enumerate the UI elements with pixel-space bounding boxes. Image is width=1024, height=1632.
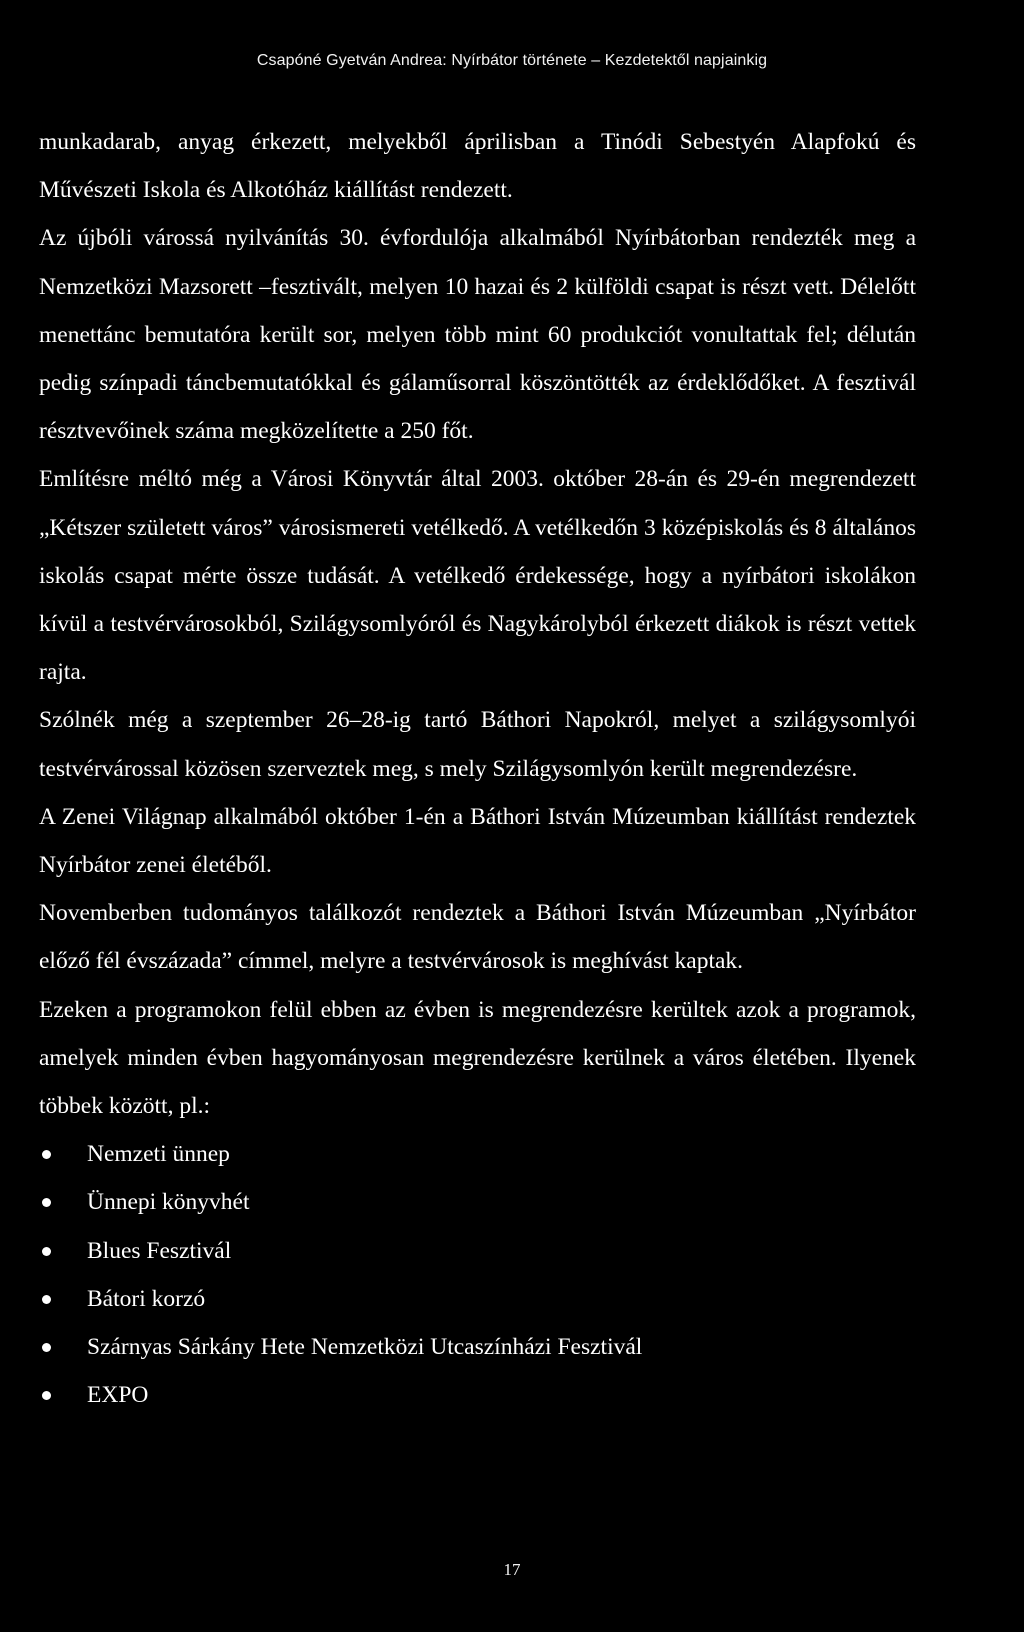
list-item-label: Szárnyas Sárkány Hete Nemzetközi Utcaszínházi Fesztivál (87, 1334, 643, 1361)
body-text (39, 118, 916, 1419)
list-item-label: EXPO (87, 1382, 149, 1409)
list-item (39, 1227, 916, 1275)
running-header: Csapóné Gyetván Andrea: Nyírbátor története – Kezdetektől napjainkig (256, 52, 768, 69)
bullet-icon (42, 1247, 51, 1256)
list-item-label: Bátori korzó (87, 1285, 206, 1312)
bullet-icon (42, 1391, 51, 1400)
list-item (39, 1323, 916, 1371)
paragraph: Ezeken a programokon felül ebben az évben is megrendezésre kerültek azok a programok, amelyek minden évben hagyományosan megrendezésre kerülnek a város életében. Ilyenek többek között, pl.: (39, 996, 916, 1120)
program-list (39, 1130, 916, 1419)
list-item-label: Ünnepi könyvhét (87, 1189, 250, 1216)
list-item-label: Nemzeti ünnep (87, 1141, 230, 1168)
bullet-icon (42, 1343, 51, 1352)
paragraph: Említésre méltó még a Városi Könyvtár által 2003. október 28-án és 29-én megrendezett „Kétszer született város” városismereti vetélkedő. A vetélkedőn 3 középiskolás és 8 általános iskolás csapat mérte össze tudását. A vetélkedő érdekessége, hogy a nyírbátori iskolákon kívül a testvérvárosokból, Szilágysomlyóról és Nagykárolyból érkezett diákok is részt vettek rajta. (39, 466, 916, 686)
list-item (39, 1130, 916, 1178)
page-number: 17 (503, 1560, 521, 1579)
bullet-icon (42, 1150, 51, 1159)
paragraph: Szólnék még a szeptember 26–28-ig tartó Báthori Napokról, melyet a szilágysomlyói testvérvárossal közösen szerveztek meg, s mely Szilágysomlyón került megrendezésre. (39, 707, 916, 782)
paragraph: Novemberben tudományos találkozót rendeztek a Báthori István Múzeumban „Nyírbátor előző fél évszázada” címmel, melyre a testvérvárosok is meghívást kaptak. (39, 900, 916, 975)
bullet-icon (42, 1198, 51, 1207)
paragraph: A Zenei Világnap alkalmából október 1-én a Báthori István Múzeumban kiállítást rendeztek Nyírbátor zenei életéből. (39, 803, 916, 879)
list-item (39, 1178, 916, 1226)
list-item-label: Blues Fesztivál (87, 1237, 232, 1264)
list-item (39, 1371, 916, 1419)
bullet-icon (42, 1295, 51, 1304)
paragraph: munkadarab, anyag érkezett, melyekből áprilisban a Tinódi Sebestyén Alapfokú és Művészeti Iskola és Alkotóház kiállítást rendezett. (39, 129, 916, 204)
paragraph: Az újbóli várossá nyilvánítás 30. évfordulója alkalmából Nyírbátorban rendezték meg a Nemzetközi Mazsorett –fesztivált, melyen 10 hazai és 2 külföldi csapat is részt vett. Délelőtt menettánc bemutatóra került sor, melyen több mint 60 produkciót vonultattak fel; délután pedig színpadi táncbemutatókkal és gálaműsorral köszöntötték az érdeklődőket. A fesztivál résztvevőinek száma megközelítette a 250 főt. (39, 225, 916, 445)
list-item (39, 1275, 916, 1323)
